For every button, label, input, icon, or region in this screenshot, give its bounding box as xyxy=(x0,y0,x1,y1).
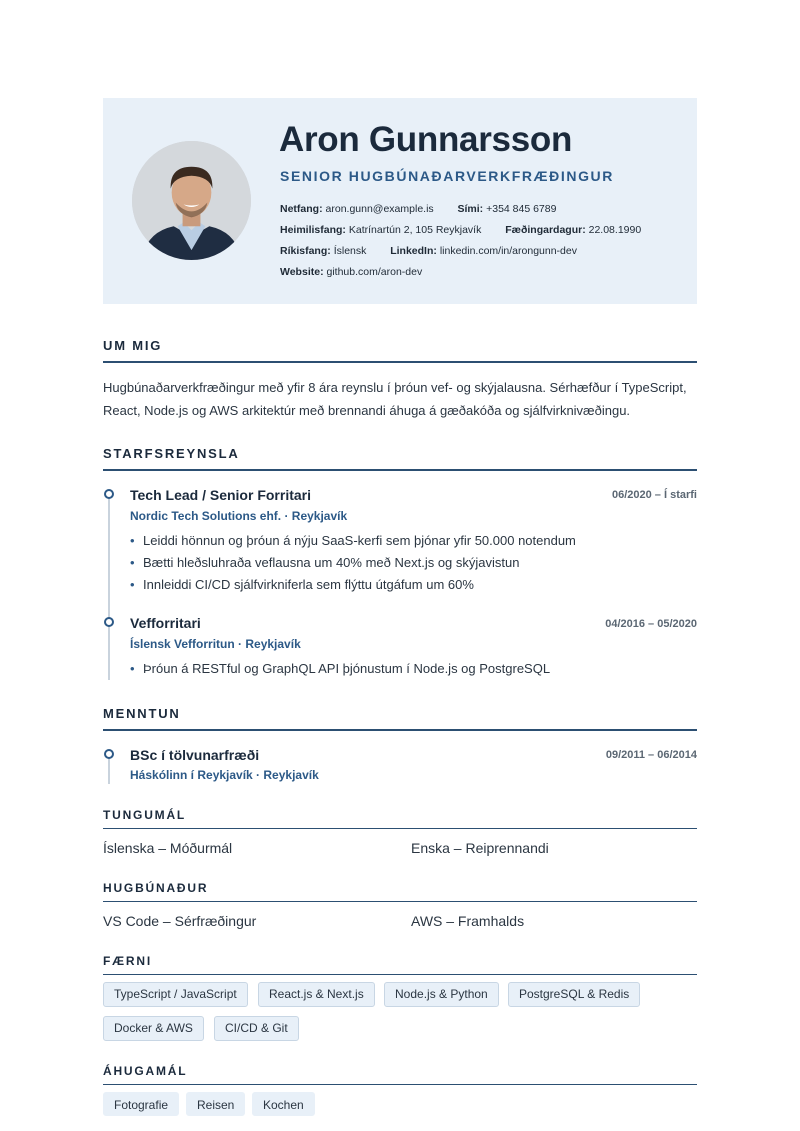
education-heading: MENNTUN xyxy=(103,706,697,731)
job-bullets xyxy=(130,659,550,681)
birth-value: 22.08.1990 xyxy=(588,224,642,236)
email-label: Netfang: xyxy=(280,203,323,215)
skill-tag: TypeScript / JavaScript xyxy=(103,982,248,1007)
website-label: Website: xyxy=(280,266,324,278)
birth-label: Fæðingardagur: xyxy=(505,224,586,236)
experience-heading: STARFSREYNSLA xyxy=(103,446,697,471)
job-date: 04/2016 – 05/2020 xyxy=(605,618,697,630)
education-school: Háskólinn í Reykjavík · Reykjavík xyxy=(130,768,319,782)
list-item: • Innleiddi CI/CD sjálfvirkniferla sem flýttu útgáfum um 60% xyxy=(130,575,576,597)
address-label: Heimilisfang: xyxy=(280,224,346,236)
skill-tag: Node.js & Python xyxy=(384,982,499,1007)
language-item: Íslenska – Móðurmál xyxy=(103,840,233,856)
timeline-dot xyxy=(104,617,114,627)
job-role: Tech Lead / Senior Forritari xyxy=(130,487,312,503)
email-value[interactable]: aron.gunn@example.is xyxy=(325,203,434,215)
software-item: AWS – Framhalds xyxy=(411,913,525,929)
about-text: Hugbúnaðarverkfræðingur með yfir 8 ára reynslu í þróun vef- og skýjalausna. Sérhæfður í TypeScript, React, Node.js og AWS arkitektúr með brennandi áhuga á gæðakóða og sjálfvirknivæðingu. xyxy=(103,380,687,418)
profile-header xyxy=(103,98,697,304)
software-item: VS Code – Sérfræðingur xyxy=(103,913,257,929)
interest-tag: Kochen xyxy=(252,1092,315,1116)
website-value[interactable]: github.com/aron-dev xyxy=(326,266,423,278)
nationality-label: Ríkisfang: xyxy=(280,245,331,257)
list-item: • Þróun á RESTful og GraphQL API þjónustum í Node.js og PostgreSQL xyxy=(130,659,550,681)
profile-photo-icon xyxy=(132,141,251,260)
interests-heading: ÁHUGAMÁL xyxy=(103,1064,697,1085)
education-date: 09/2011 – 06/2014 xyxy=(605,749,697,761)
address-value: Katrínartún 2, 105 Reykjavík xyxy=(348,224,482,236)
experience-timeline xyxy=(108,494,110,680)
timeline-dot xyxy=(104,489,114,499)
list-item: • Bætti hleðsluhraða veflausna um 40% með Next.js og skýjavistun xyxy=(130,553,576,575)
profile-title: SENIOR HUGBÚNAÐARVERKFRÆÐINGUR xyxy=(280,168,614,184)
job-company: Íslensk Vefforritun · Reykjavík xyxy=(130,637,301,651)
skill-tag: React.js & Next.js xyxy=(258,982,375,1007)
language-item: Enska – Reiprennandi xyxy=(411,840,549,856)
profile-name: Aron Gunnarsson xyxy=(279,120,573,159)
languages-heading: TUNGUMÁL xyxy=(103,808,697,829)
job-role: Vefforritari xyxy=(130,615,201,631)
skills-heading: FÆRNI xyxy=(103,954,697,975)
nationality-value: Íslensk xyxy=(333,245,367,257)
timeline-dot xyxy=(104,749,114,759)
job-company: Nordic Tech Solutions ehf. · Reykjavík xyxy=(130,509,348,523)
skill-tag: Docker & AWS xyxy=(103,1016,204,1041)
interest-tag: Fotografie xyxy=(103,1092,179,1116)
list-item: • Leiddi hönnun og þróun á nýju SaaS-kerfi sem þjónar yfir 50.000 notendum xyxy=(130,531,576,553)
about-heading: UM MIG xyxy=(103,338,697,363)
education-degree: BSc í tölvunarfræði xyxy=(130,747,260,763)
job-bullets xyxy=(130,531,576,597)
job-date: 06/2020 – Í starfi xyxy=(611,489,697,501)
interest-tag: Reisen xyxy=(186,1092,245,1116)
phone-label: Sími: xyxy=(457,203,484,215)
linkedin-value[interactable]: linkedin.com/in/arongunn-dev xyxy=(439,245,577,257)
software-heading: HUGBÚNAÐUR xyxy=(103,881,697,902)
skill-tag: PostgreSQL & Redis xyxy=(508,982,640,1007)
contact-line-3 xyxy=(280,245,577,257)
phone-value[interactable]: +354 845 6789 xyxy=(486,203,557,215)
skill-tag: CI/CD & Git xyxy=(214,1016,299,1041)
contact-line-1 xyxy=(280,203,556,215)
contact-line-2 xyxy=(280,224,641,236)
avatar xyxy=(132,141,251,260)
linkedin-label: LinkedIn: xyxy=(390,245,437,257)
contact-line-4 xyxy=(280,266,422,278)
